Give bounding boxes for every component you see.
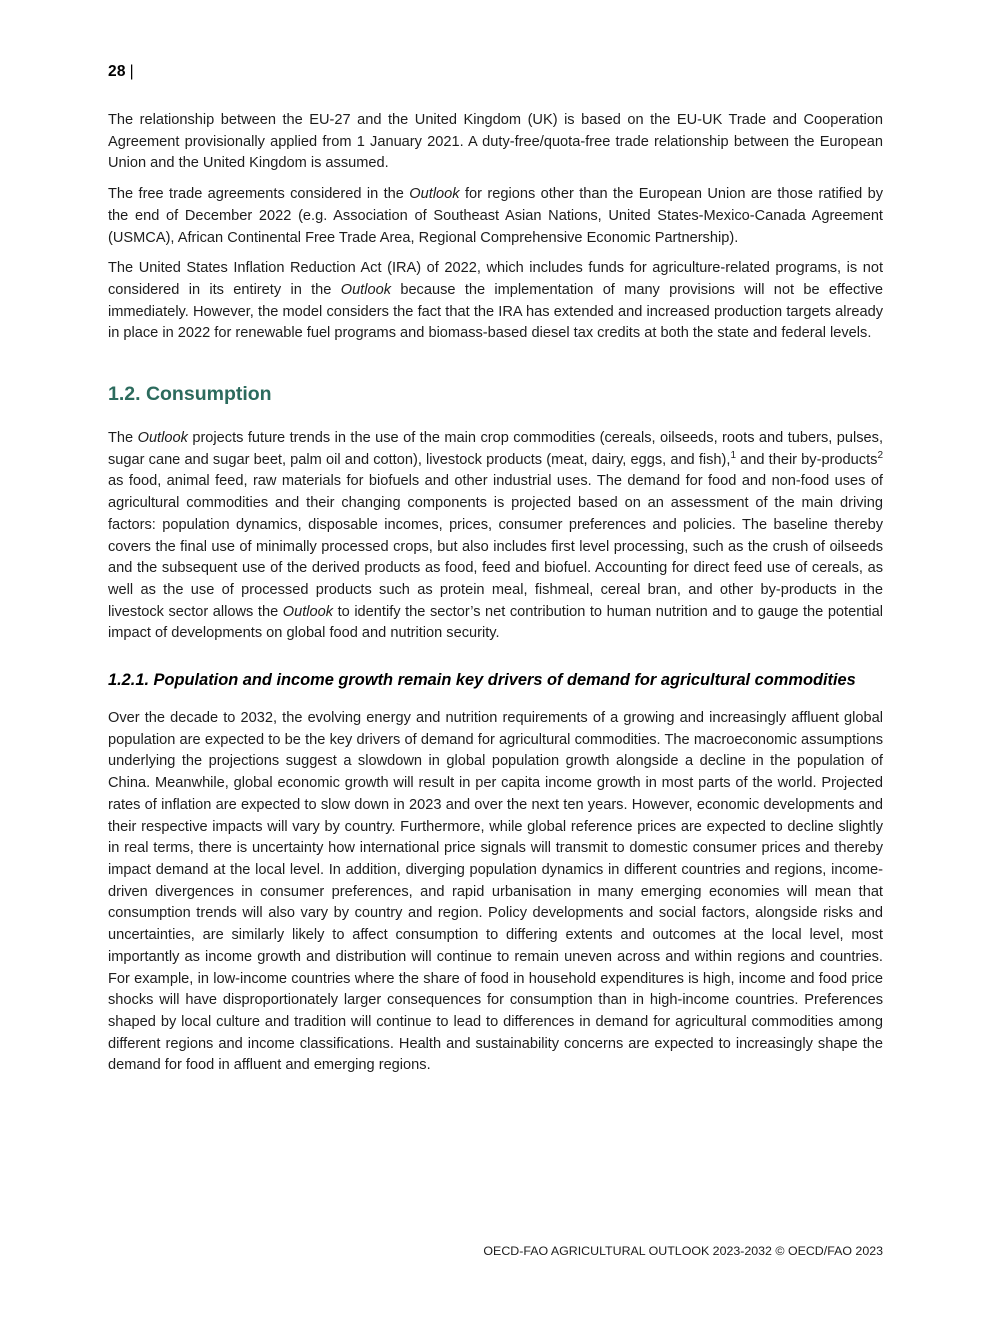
consumption-paragraph: [108, 428, 883, 645]
consumption-text-4: as food, animal feed, raw materials for biofuels and other industrial uses. The demand for food and non-food uses of agricultural commodities and their changing components is projected based on an assessment of the main driving factors: population dynamics, disposable incomes, prices, consumer preferences and policies. The baseline thereby covers the final use of minimally processed crops, but also includes first level processing, such as the crush of oilseeds and the subsequent use of the derived products as food, feed and biofuel. Accounting for direct feed use of cereals, as well as the use of processed products such as protein meal, fishmeal, cereal bran, and other by-products in the livestock sector allows the: [108, 473, 883, 620]
intro-paragraph-2-text-a: The free trade agreements considered in the: [108, 186, 410, 203]
intro-paragraph-1: The relationship between the EU-27 and the United Kingdom (UK) is based on the EU-UK Trade and Cooperation Agreement provisionally applied from 1 January 2021. A duty-free/quota-free trade relationship between the European Union and the United Kingdom is assumed.: [108, 112, 883, 172]
page-content: [108, 110, 883, 1086]
consumption-text-5: to identify the sector’s net contribution to human nutrition and to gauge the potential impact of developments on global food and nutrition security.: [108, 603, 883, 642]
intro-paragraph-3-text-a: The United States Inflation Reduction Act (IRA) of 2022, which includes funds for agriculture-related programs, is not considered in its entirety in the: [108, 260, 883, 298]
page-footer: OECD-FAO AGRICULTURAL OUTLOOK 2023-2032 © OECD/FAO 2023: [483, 1244, 883, 1258]
consumption-text-3: and their by-products: [736, 451, 878, 468]
page-number: [108, 63, 134, 81]
intro-paragraph-3-text-b: because the implementation of many provisions will not be effective immediately. However, the model considers the fact that the IRA has extended and increased production targets already in place in 2022 for renewable fuel programs and biomass-based diesel tax credits at both the state and federal levels.: [108, 281, 883, 342]
page-number-separator: |: [129, 63, 134, 80]
intro-paragraph-2-text-b: for regions other than the European Union are those ratified by the end of December 2022 (e.g. Association of Southeast Asian Nations, United States-Mexico-Canada Agreement (USMCA), African Continental Free Trade Area, Regional Comprehensive Economic Partnership).: [108, 186, 883, 246]
page-number-value: 28: [108, 63, 126, 80]
consumption-italic-2: Outlook: [282, 603, 334, 620]
section-heading-consumption: 1.2. Consumption: [108, 383, 272, 406]
subsection-heading-drivers: 1.2.1. Population and income growth remain key drivers of demand for agricultural commodities: [108, 671, 856, 690]
consumption-text-1: The: [108, 430, 138, 447]
intro-paragraph-2-italic: Outlook: [409, 186, 460, 203]
intro-paragraph-3: [108, 258, 883, 345]
intro-paragraph-3-italic: Outlook: [340, 281, 392, 298]
footnote-ref-1[interactable]: 1: [730, 449, 737, 461]
drivers-paragraph: Over the decade to 2032, the evolving energy and nutrition requirements of a growing and increasingly affluent global population are expected to be the key drivers of demand for agricultural commodities. The macroeconomic assumptions underlying the projections suggest a slowdown in global population growth alongside a decline in the population of China. Meanwhile, global economic growth will result in per capita income growth in most parts of the world. Projected rates of inflation are expected to slow down in 2023 and over the next ten years. However, economic developments and their respective impacts will vary by country. Furthermore, while global reference prices are expected to decline slightly in real terms, there is uncertainty how international price signals will transmit to domestic consumer prices and thereby impact demand at the local level. In addition, diverging population dynamics in different countries and regions, income-driven divergences in consumer preferences, and rapid urbanisation in many emerging economies will mean that consumption trends will also vary by country and region. Policy developments and social factors, alongside risks and uncertainties, are similarly likely to affect consumption to differing extents and outcomes at the local level, most importantly as income growth and distribution will continue to remain uneven across and within regions and countries. For example, in low-income countries where the share of food in household expenditures is high, income and food price shocks will have disproportionately larger consequences for consumption than in high-income countries. Preferences shaped by local culture and tradition will continue to lead to differences in demand for agricultural commodities among different regions and income classifications. Health and sustainability concerns are expected to increasingly shape the demand for food in affluent and emerging regions.: [108, 710, 883, 1074]
consumption-text-2: projects future trends in the use of the main crop commodities (cereals, oilseeds, roots and tubers, pulses, sugar cane and sugar beet, palm oil and cotton), livestock products (meat, dairy, eggs, and fish),: [108, 430, 884, 468]
consumption-italic-1: Outlook: [137, 430, 188, 447]
intro-paragraph-2: [108, 184, 883, 249]
footnote-ref-2[interactable]: 2: [877, 449, 883, 461]
